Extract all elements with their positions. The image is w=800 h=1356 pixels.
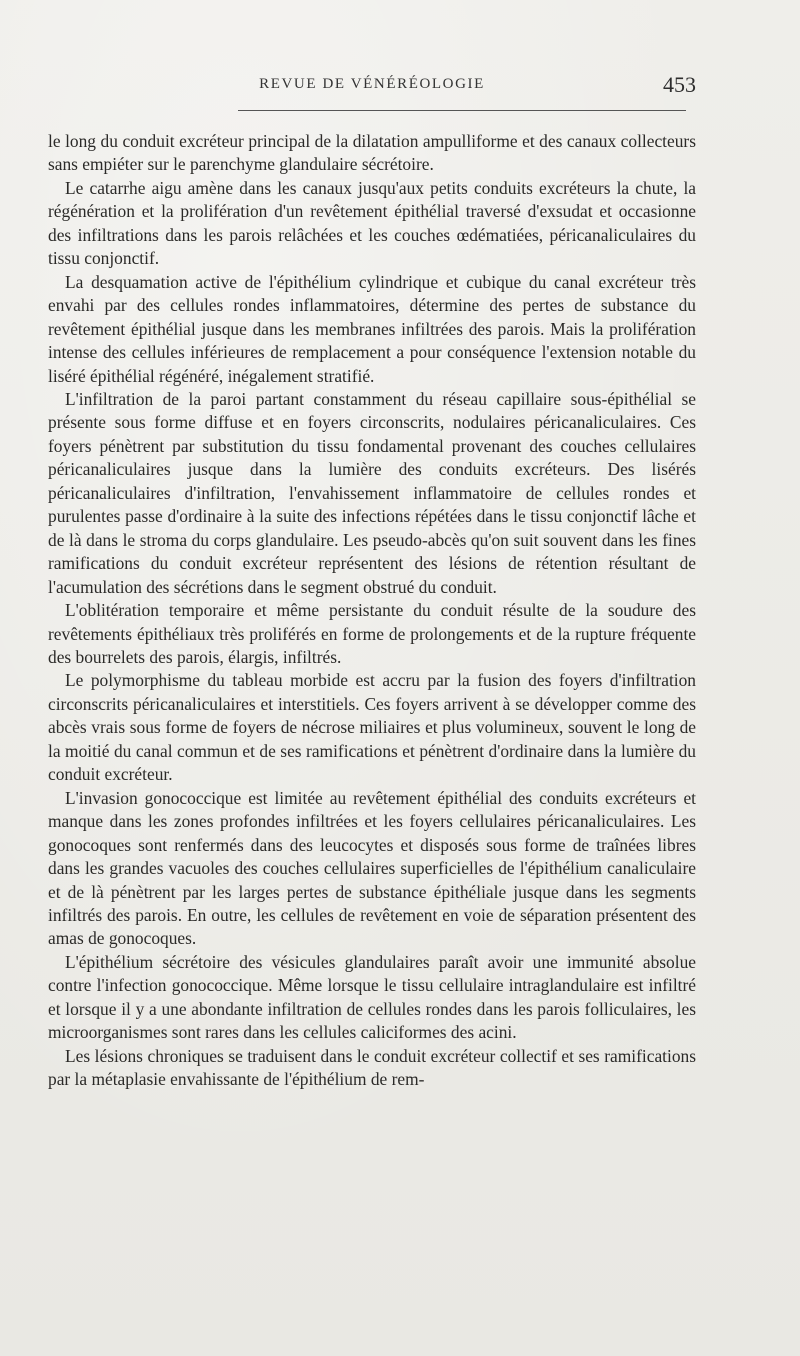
running-head [48, 72, 696, 102]
paragraph: L'oblitération temporaire et même persistante du conduit résulte de la soudure des revêtements épithéliaux très proliférés en forme de prolongements et de la rupture fréquente des bourrelets des parois, élargis, infiltrés. [48, 600, 696, 667]
paragraph: Le catarrhe aigu amène dans les canaux jusqu'aux petits conduits excréteurs la chute, la régénération et la prolifération d'un revêtement épithélial traversé d'exsudat et occasionne des infiltrations dans les parois relâchées et les couches œdématiées, péricanaliculaires du tissu conjonctif. [48, 177, 696, 269]
body-text [48, 130, 696, 1092]
paragraph: Les lésions chroniques se traduisent dans le conduit excréteur collectif et ses ramifications par la métaplasie envahissante de l'épithélium de rem- [48, 1045, 696, 1090]
header-rule [238, 110, 686, 111]
paragraph: L'infiltration de la paroi partant constamment du réseau capillaire sous-épithélial se présente sous forme diffuse et en foyers circonscrits, nodulaires péricanaliculaires. Ces foyers pénètrent par substitution du tissu fondamental provenant des couches cellulaires péricanaliculaires jusque dans la lumière des conduits excréteurs. Des lisérés péricanaliculaires d'infiltration, l'envahissement inflammatoire de cellules rondes et purulentes passe d'ordinaire à la suite des infections répétées dans le tissu conjonctif lâche et de là dans le stroma du corps glandulaire. Les pseudo-abcès qu'on suit souvent dans les fines ramifications du conduit excréteur représentent des lésions de rétention résultant de l'acumulation des sécrétions dans le segment obstrué du conduit. [48, 388, 696, 597]
paragraph: Le polymorphisme du tableau morbide est accru par la fusion des foyers d'infiltration circonscrits péricanaliculaires et interstitiels. Ces foyers arrivent à se développer comme des abcès vrais sous forme de foyers de nécrose miliaires et plus volumineux, souvent le long de la moitié du canal commun et de ses ramifications et pénètrent d'ordinaire dans la lumière du conduit excréteur. [48, 670, 696, 785]
page-number: 453 [663, 72, 696, 97]
paragraph: L'invasion gonococcique est limitée au revêtement épithélial des conduits excréteurs et manque dans les zones profondes infiltrées et les foyers cellulaires péricanaliculaires. Les gonocoques sont renfermés dans des leucocytes et disposés sous forme de traînées libres dans les grandes vacuoles des couches cellulaires superficielles de l'épithélium canaliculaire et de là pénètrent par les larges pertes de substance épithéliale jusque dans les segments infiltrés des parois. En outre, les cellules de revêtement en voie de séparation présentent des amas de gonocoques. [48, 787, 696, 949]
running-title: REVUE DE VÉNÉRÉOLOGIE [259, 76, 485, 92]
paragraph: La desquamation active de l'épithélium cylindrique et cubique du canal excréteur très envahi par des cellules rondes inflammatoires, détermine des pertes de substance du revêtement épithélial jusque dans les membranes infiltrées des parois. Mais la prolifération intense des cellules inférieures de remplacement a pour conséquence l'extension notable du liséré épithélial régénéré, inégalement stratifié. [48, 271, 696, 386]
paragraph: L'épithélium sécrétoire des vésicules glandulaires paraît avoir une immunité absolue contre l'infection gonococcique. Même lorsque le tissu cellulaire intraglandulaire est infiltré et lorsque il y a une abondante infiltration de cellules rondes dans les parois folliculaires, les microorganismes sont rares dans les cellules caliciformes des acini. [48, 951, 696, 1043]
paragraph: le long du conduit excréteur principal de la dilatation ampulliforme et des canaux collecteurs sans empiéter sur le parenchyme glandulaire sécrétoire. [48, 131, 696, 175]
